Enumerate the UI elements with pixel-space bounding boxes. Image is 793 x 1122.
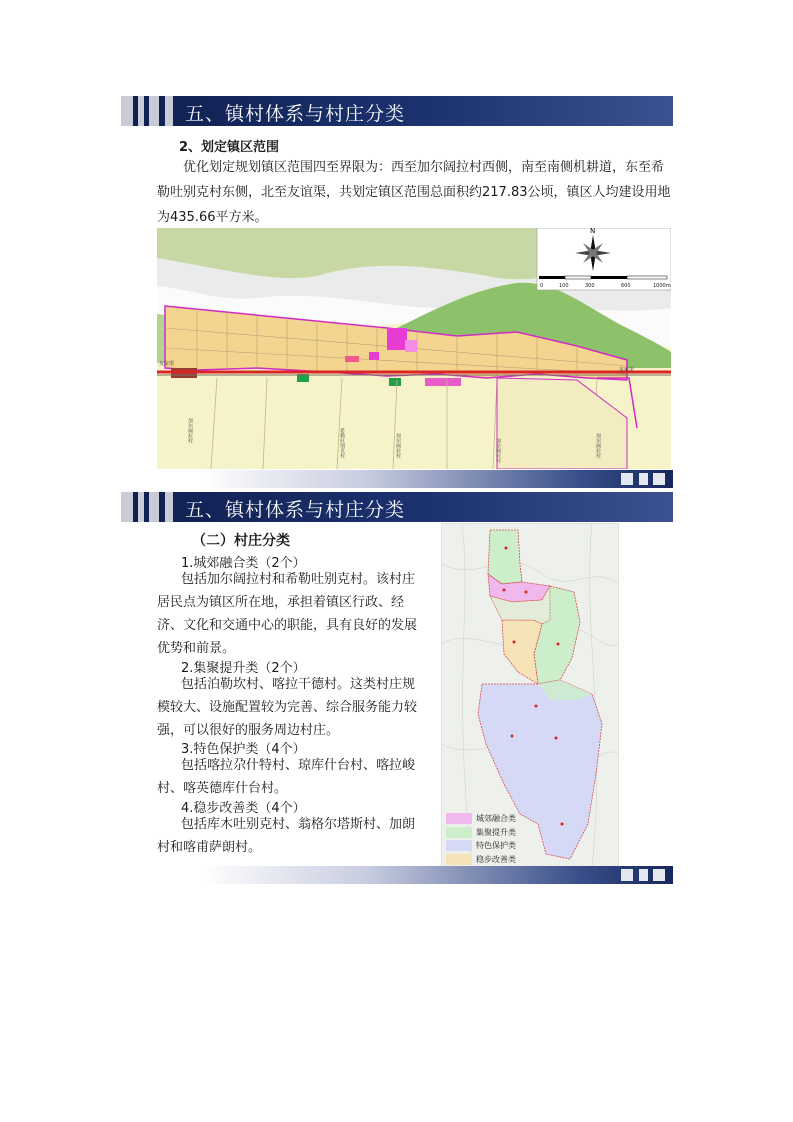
section-banner-2 — [121, 492, 673, 522]
footer-strip — [200, 866, 673, 884]
legend-label: 特色保护类 — [476, 841, 516, 850]
town-plan-map-svg — [157, 228, 671, 469]
banner-decoration — [138, 492, 144, 522]
map-legend — [446, 812, 566, 866]
footer-decoration — [639, 869, 648, 881]
category-title: 2.集聚提升类（2个） — [181, 661, 306, 676]
scale-label: 100 — [559, 283, 569, 289]
banner-decoration — [121, 492, 133, 522]
category-desc: 包括加尔阔拉村和希勒吐别克村。该村庄居民点为镇区所在地，承担着镇区行政、经济、文化和交通中心的职能，具有良好的发展优势和前景。 — [157, 572, 418, 656]
section-title: 五、镇村体系与村庄分类 — [185, 499, 406, 521]
category-title: 3.特色保护类（4个） — [181, 742, 306, 757]
map-road-label: 加尔阔拉村 — [495, 438, 501, 463]
map-road-label: 加尔阔拉村 — [595, 433, 601, 458]
footer-decoration — [653, 869, 665, 881]
paragraph: 优化划定规划镇区范围四至界限为：西至加尔阔拉村西侧，南至南侧机耕道，东至希勒吐别克村东侧，北至友谊渠，共划定镇区范围总面积约217.83公顷，镇区人均建设用地为435.66平方米。 — [157, 160, 671, 225]
legend-label: 稳步改善类 — [476, 854, 516, 864]
map-road-label: 希勒吐别克村 — [339, 428, 345, 458]
category-desc: 包括库木吐别克村、翁格尔塔斯村、加朗村和喀甫萨朗村。 — [157, 817, 416, 855]
footer-decoration — [653, 473, 665, 485]
scale-label: 600 — [621, 283, 631, 289]
scale-label: 300 — [585, 283, 595, 289]
banner-decoration — [149, 492, 159, 522]
legend-item — [446, 812, 566, 825]
category-desc: 包括喀拉尕什特村、琼库什台村、喀拉峻村、喀英德库什台村。 — [157, 758, 416, 796]
map-place-label: 友谊渠 — [619, 367, 635, 373]
subheading: 2、划定镇区范围 — [179, 140, 280, 155]
category-title: 4.稳步改善类（4个） — [181, 801, 306, 816]
map-road-label: 加尔阔拉村 — [187, 418, 193, 443]
legend-label: 城郊融合类 — [476, 814, 516, 823]
category-desc: 包括泊勒坎村、喀拉干德村。这类村庄规模较大、设施配置较为完善、综合服务能力较强，可以很好的服务周边村庄。 — [157, 677, 418, 738]
svg-text:N: N — [590, 228, 596, 235]
scale-label: 0 — [540, 283, 544, 289]
legend-swatch — [446, 827, 472, 838]
legend-swatch — [446, 854, 472, 865]
legend-swatch — [446, 840, 472, 851]
legend-item — [446, 839, 566, 852]
footer-decoration — [621, 869, 633, 881]
legend-swatch — [446, 813, 472, 824]
legend-item — [446, 853, 566, 866]
footer-decoration — [639, 473, 648, 485]
town-plan-map — [157, 228, 671, 469]
section-banner-1 — [121, 96, 673, 126]
map-place-label: 友谊渠 — [159, 361, 175, 367]
legend-label: 集聚提升类 — [476, 827, 516, 837]
map-road-label: 加尔阔拉村 — [395, 433, 401, 458]
category-title: 1.城郊融合类（2个） — [181, 556, 306, 571]
footer-decoration — [621, 473, 633, 485]
banner-decoration — [165, 492, 173, 522]
subheading: （二）村庄分类 — [192, 533, 290, 549]
scale-label: 1000m — [653, 283, 671, 289]
banner-decoration — [149, 96, 159, 126]
banner-decoration — [138, 96, 144, 126]
footer-strip — [200, 470, 673, 488]
legend-item — [446, 826, 566, 839]
section-title: 五、镇村体系与村庄分类 — [185, 103, 406, 125]
banner-decoration — [121, 96, 133, 126]
banner-decoration — [165, 96, 173, 126]
